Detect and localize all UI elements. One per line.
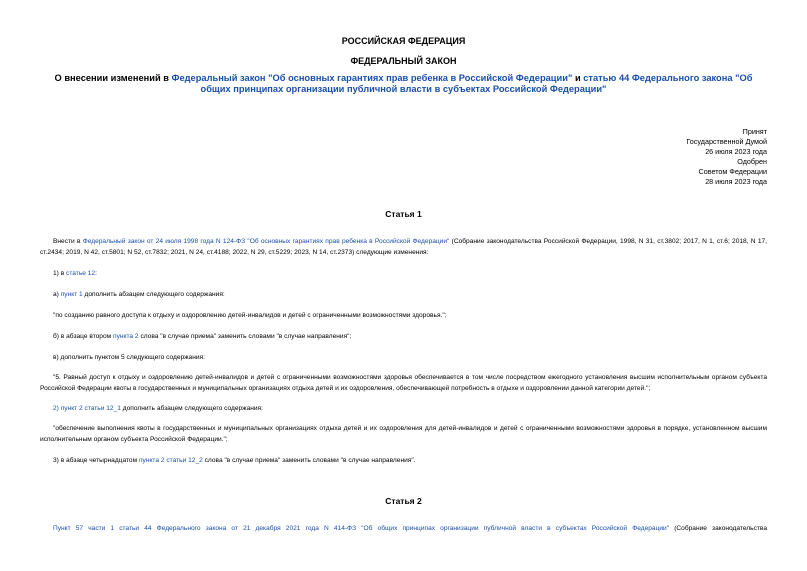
link-point-57-law-414[interactable]: Пункт 57 части 1 статьи 44 Федерального закона от 21 декабря 2021 года N 414-ФЗ "Об общих принципах организации публичной власти в субъектах Российской Федерации" [53,525,670,532]
link-point-2-article-12-2[interactable]: пункта 2 статьи 12_2 [138,457,203,464]
text-segment: б) в абзаце втором [53,333,114,340]
title-prefix: О внесении изменений в [54,73,172,83]
adoption-duma [567,127,767,157]
link-law-124-fz[interactable]: Федеральный закон от 24 июля 1998 года N 124-ФЗ "Об основных гарантиях прав ребенка в Российской Федерации" [82,238,450,245]
adopted-label: Принят [742,127,767,136]
article-1-item-1b [40,331,767,342]
text-segment: а) [53,291,61,298]
article-1-item-1c: в) дополнить пунктом 5 следующего содержания: [53,354,205,361]
article-1-item-2 [40,403,767,414]
link-article-12[interactable]: статье 12 [66,270,96,277]
article-1-item-3 [40,455,767,466]
text-segment: Внести в [53,238,83,245]
adopted-date: 26 июля 2023 года [705,147,767,156]
article-2-heading: Статья 2 [385,496,422,506]
law-type-heading: ФЕДЕРАЛЬНЫЙ ЗАКОН [350,56,457,66]
title-conjunction: и [572,73,584,83]
link-point-2-article-12-1[interactable]: 2) пункт 2 статьи 12_1 [53,405,121,412]
article-1-quote-2: "5. Равный доступ к отдыху и оздоровлению детей-инвалидов и детей с ограниченными возможностями здоровья обеспечивается в том числе посредством ежегодного установления высшим исполнительным органом субъекта Российской Федерации квоты в государственных и муниципальных организациях отдыха детей и их оздоровления, обеспечивающей потребность в отдыхе и оздоровлении данной категории детей."; [40,374,767,392]
link-point-1[interactable]: пункт 1 [60,291,83,298]
approved-body: Советом Федерации [698,167,767,176]
text-segment: дополнить абзацем следующего содержания: [120,405,263,412]
article-1-quote-1: "по созданию равного доступа к отдыху и оздоровлению детей-инвалидов и детей с ограниченными возможностями здоровья."; [53,312,447,319]
text-segment: слова "в случае приема" заменить словами "в случае направления". [202,457,416,464]
approved-date: 28 июля 2023 года [705,177,767,186]
text-segment: (Собрание законодательства [669,525,767,532]
link-point-2[interactable]: пункта 2 [113,333,139,340]
text-segment: 3) в абзаце четырнадцатом [53,457,139,464]
text-segment: 1) в [53,270,67,277]
article-1-item-1a [40,289,767,300]
article-1-heading: Статья 1 [385,209,422,219]
text-segment: слова "в случае приема" заменить словами "в случае направления"; [138,333,352,340]
article-1-item-1 [40,268,767,279]
text-segment: дополнить абзацем следующего содержания: [82,291,225,298]
article-1-paragraph-intro [40,236,767,258]
article-2-paragraph [40,523,767,534]
text-segment: : [95,270,97,277]
article-1-quote-3: "обеспечение выполнения квоты в государственных и муниципальных организациях отдыха детей и их оздоровления для детей-инвалидов и детей с ограниченными возможностями здоровья в порядке, установленном высшим исполнительным органом субъекта Российской Федерации."; [40,425,767,443]
approved-label: Одобрен [737,157,767,166]
title-link-law-414[interactable]: статью 44 Федерального закона "Об общих принципах организации публичной власти в субъектах Российской Федерации" [200,73,753,94]
adoption-federation-council [567,157,767,187]
adopted-body: Государственной Думой [686,137,767,146]
text-segment: (Собрание законодательства Российской Федерации, 1998, N 31, ст.3802; 2017, N 1, ст.6; 2018, N 17, ст.2434; 2019, N 42, ст.5801; N 52, ст.7832; 2021, N 24, ст.4188; 2022, N 29, ст.5229; 2023, N 14, ст.2373) следующие изменения: [40,238,767,256]
country-heading: РОССИЙСКАЯ ФЕДЕРАЦИЯ [341,36,466,46]
title-link-law-124[interactable]: Федеральный закон "Об основных гарантиях прав ребенка в Российской Федерации" [171,73,573,83]
law-title [40,73,767,95]
